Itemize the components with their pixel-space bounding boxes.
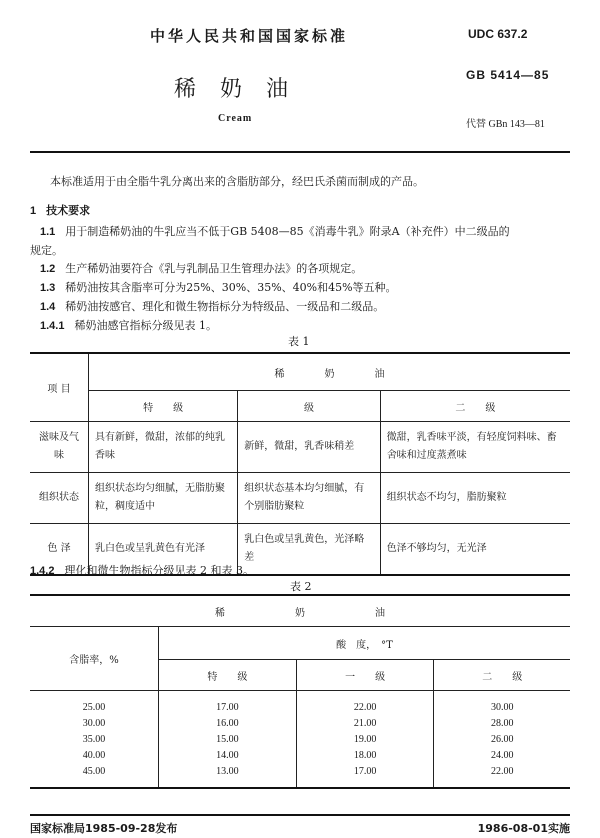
table-row <box>30 691 570 716</box>
cell: 26.00 <box>434 731 570 747</box>
clause-text: 稀奶油按感官、理化和微生物指标分为特级品、一级品和二级品。 <box>65 300 385 313</box>
cell: 组织状态不均匀，脂肪聚粒 <box>380 473 570 524</box>
grade-header-special: 特 级 <box>159 660 297 691</box>
clause-number: 1.4 <box>40 301 56 313</box>
table-row <box>30 422 570 473</box>
table-row <box>30 747 570 763</box>
section-1-heading <box>30 203 90 219</box>
cell: 18.00 <box>296 747 434 763</box>
clause-text: 理化和微生物指标分级见表 2 和表 3。 <box>64 564 254 577</box>
cell: 21.00 <box>296 715 434 731</box>
clause-1-4-1 <box>40 318 217 334</box>
fat-content-header: 含脂率，% <box>30 627 159 691</box>
document-title: 稀奶油 <box>174 77 313 102</box>
cell: 色泽不够均匀，无光泽 <box>380 524 570 576</box>
cell: 17.00 <box>159 691 297 716</box>
standard-number: GB 5414—85 <box>466 68 550 82</box>
clause-1-1-continuation: 规定。 <box>30 244 63 257</box>
fat-value: 30.00 <box>30 715 159 731</box>
cell: 16.00 <box>159 715 297 731</box>
clause-number: 1.4.2 <box>30 565 55 577</box>
english-title: Cream <box>218 113 253 124</box>
footer-divider <box>30 814 570 816</box>
table-1-caption: 表 1 <box>288 335 310 348</box>
table-row <box>30 763 570 788</box>
table-2-acidity <box>30 594 570 789</box>
scope-paragraph: 本标准适用于由全脂牛乳分离出来的含脂肪部分，经巴氏杀菌而制成的产品。 <box>50 175 424 188</box>
issuing-country-header: 中华人民共和国国家标准 <box>150 27 349 45</box>
clause-text: 稀奶油按其含脂率可分为25%、30%、35%、40%和45%等五种。 <box>65 281 397 294</box>
cell: 14.00 <box>159 747 297 763</box>
clause-1-4-2 <box>30 563 254 579</box>
fat-value: 35.00 <box>30 731 159 747</box>
cell: 具有新鲜，微甜，浓郁的纯乳香味 <box>89 422 238 473</box>
issue-date: 国家标准局1985-09-28发布 <box>30 822 178 835</box>
clause-number: 1.4.1 <box>40 320 65 332</box>
clause-1-2 <box>40 261 362 277</box>
cell: 17.00 <box>296 763 434 788</box>
cell: 24.00 <box>434 747 570 763</box>
section-title: 技术要求 <box>46 204 91 217</box>
group-header: 稀 奶 油 <box>30 595 570 627</box>
grade-header-special: 特 级 <box>89 391 238 422</box>
cell: 组织状态基本均匀细腻，有个别脂肪聚粒 <box>238 473 380 524</box>
table-row <box>30 715 570 731</box>
fat-value: 40.00 <box>30 747 159 763</box>
table-1-sensory <box>30 352 570 576</box>
clause-1-4 <box>40 299 384 315</box>
cell: 30.00 <box>434 691 570 716</box>
cell: 15.00 <box>159 731 297 747</box>
cell: 22.00 <box>296 691 434 716</box>
row-item: 组织状态 <box>30 473 89 524</box>
replaces-standard: 代替 GBn 143—81 <box>466 119 545 130</box>
grade-header-first: 一 级 <box>296 660 434 691</box>
table-row <box>30 473 570 524</box>
table-2-caption: 表 2 <box>290 580 312 593</box>
table-row <box>30 731 570 747</box>
item-header: 项 目 <box>30 353 89 422</box>
clause-text: 稀奶油感官指标分级见表 1。 <box>74 319 217 332</box>
grade-header-first: 级 <box>238 391 380 422</box>
grade-header-second: 二 级 <box>434 660 570 691</box>
effective-date: 1986-08-01实施 <box>477 822 570 835</box>
clause-text: 生产稀奶油要符合《乳与乳制品卫生管理办法》的各项规定。 <box>65 262 363 275</box>
section-number: 1 <box>30 205 37 217</box>
clause-number: 1.3 <box>40 282 56 294</box>
clause-1-1 <box>40 224 510 240</box>
cell: 28.00 <box>434 715 570 731</box>
cell: 19.00 <box>296 731 434 747</box>
group-header: 稀 奶 油 <box>89 353 571 391</box>
udc-code: UDC 637.2 <box>468 27 528 41</box>
cell: 新鲜，微甜，乳香味稍差 <box>238 422 380 473</box>
clause-number: 1.2 <box>40 263 56 275</box>
acidity-header: 酸 度， °T <box>159 627 571 660</box>
cell: 乳白色或呈乳黄色，光泽略差 <box>238 524 380 576</box>
cell: 微甜，乳香味平淡，有轻度饲料味、畜舍味和过度蒸煮味 <box>380 422 570 473</box>
clause-number: 1.1 <box>40 226 56 238</box>
clause-1-3 <box>40 280 397 296</box>
cell: 13.00 <box>159 763 297 788</box>
cell: 22.00 <box>434 763 570 788</box>
cell: 乳白色或呈乳黄色有光泽 <box>89 524 238 576</box>
row-item: 滋味及气 味 <box>30 422 89 473</box>
cell: 组织状态均匀细腻，无脂肪聚粒，稠度适中 <box>89 473 238 524</box>
clause-text: 用于制造稀奶油的牛乳应当不低于GB 5408—85《消毒牛乳》附录A（补充件）中二级品的 <box>65 225 510 238</box>
grade-header-second: 二 级 <box>380 391 570 422</box>
fat-value: 25.00 <box>30 691 159 716</box>
fat-value: 45.00 <box>30 763 159 788</box>
header-divider <box>30 151 570 153</box>
row-item: 色 泽 <box>30 524 89 576</box>
